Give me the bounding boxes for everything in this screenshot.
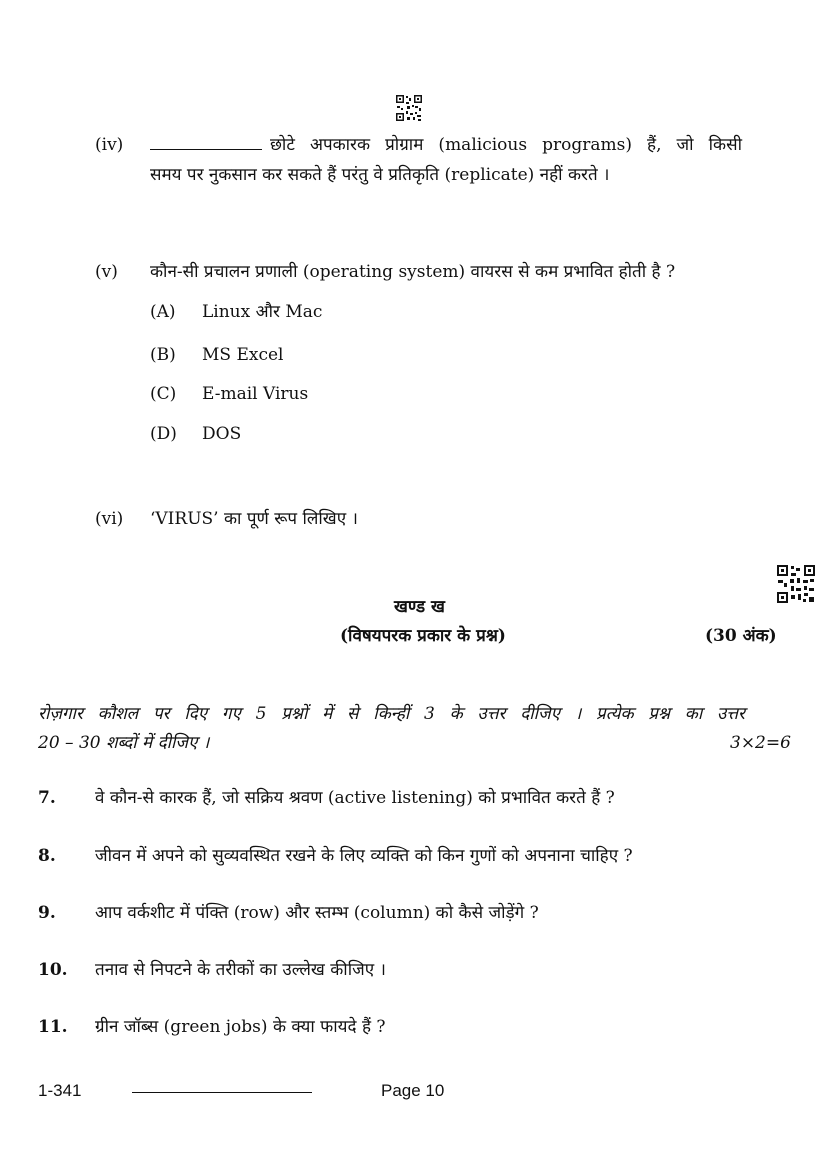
question-iv-text-line2: समय पर नुकसान कर सकते हैं परंतु वे प्रतिकृति (replicate) नहीं करते । xyxy=(150,165,610,185)
qr-code-icon xyxy=(776,564,816,604)
qr-code-icon xyxy=(395,94,423,122)
section-marks: (30 अंक) xyxy=(705,626,777,646)
option-text: MS Excel xyxy=(202,345,284,365)
fill-blank xyxy=(150,135,262,150)
question-vi-text: ‘VIRUS’ का पूर्ण रूप लिखिए । xyxy=(150,509,358,529)
paper-code: 1-341 xyxy=(38,1081,82,1100)
question-v-text: कौन-सी प्रचालन प्रणाली (operating system) वायरस से कम प्रभावित होती है ? xyxy=(150,262,676,282)
option-text: DOS xyxy=(202,424,242,444)
question-text: आप वर्कशीट में पंक्ति (row) और स्तम्भ (column) को कैसे जोड़ेंगे ? xyxy=(95,903,539,923)
question-iv-text-line1: छोटे अपकारक प्रोग्राम (malicious programs) हैं, जो किसी xyxy=(270,135,742,155)
question-iv-line1 xyxy=(150,135,742,155)
option-text: E-mail Virus xyxy=(202,384,309,404)
option-label: (A) xyxy=(150,302,176,322)
question-number: 11. xyxy=(38,1017,68,1037)
option-label: (C) xyxy=(150,384,177,404)
question-text: वे कौन-से कारक हैं, जो सक्रिय श्रवण (active listening) को प्रभावित करते हैं ? xyxy=(95,788,615,808)
question-v-number: (v) xyxy=(95,262,118,282)
instructions-line2: 20 – 30 शब्दों में दीजिए । xyxy=(38,733,210,753)
question-number: 7. xyxy=(38,788,56,808)
question-number: 10. xyxy=(38,960,68,980)
page-number: Page 10 xyxy=(381,1081,445,1100)
question-number: 9. xyxy=(38,903,56,923)
section-title: खण्ड ख xyxy=(394,597,445,617)
question-iv-number: (iv) xyxy=(95,135,124,155)
question-text: ग्रीन जॉब्स (green jobs) के क्या फायदे हैं ? xyxy=(95,1017,386,1037)
instructions-marks: 3×2=6 xyxy=(730,733,791,753)
option-label: (B) xyxy=(150,345,176,365)
option-label: (D) xyxy=(150,424,177,444)
footer-rule xyxy=(132,1092,312,1093)
section-subtitle: (विषयपरक प्रकार के प्रश्न) xyxy=(340,626,506,646)
question-vi-number: (vi) xyxy=(95,509,124,529)
instructions-line1: रोज़गार कौशल पर दिए गए 5 प्रश्नों में से किन्हीं 3 के उत्तर दीजिए । प्रत्येक प्रश्न का उत्तर xyxy=(38,704,745,724)
option-text: Linux और Mac xyxy=(202,302,323,322)
question-text: तनाव से निपटने के तरीकों का उल्लेख कीजिए । xyxy=(95,960,386,980)
question-number: 8. xyxy=(38,846,56,866)
question-text: जीवन में अपने को सुव्यवस्थित रखने के लिए व्यक्ति को किन गुणों को अपनाना चाहिए ? xyxy=(95,846,633,866)
